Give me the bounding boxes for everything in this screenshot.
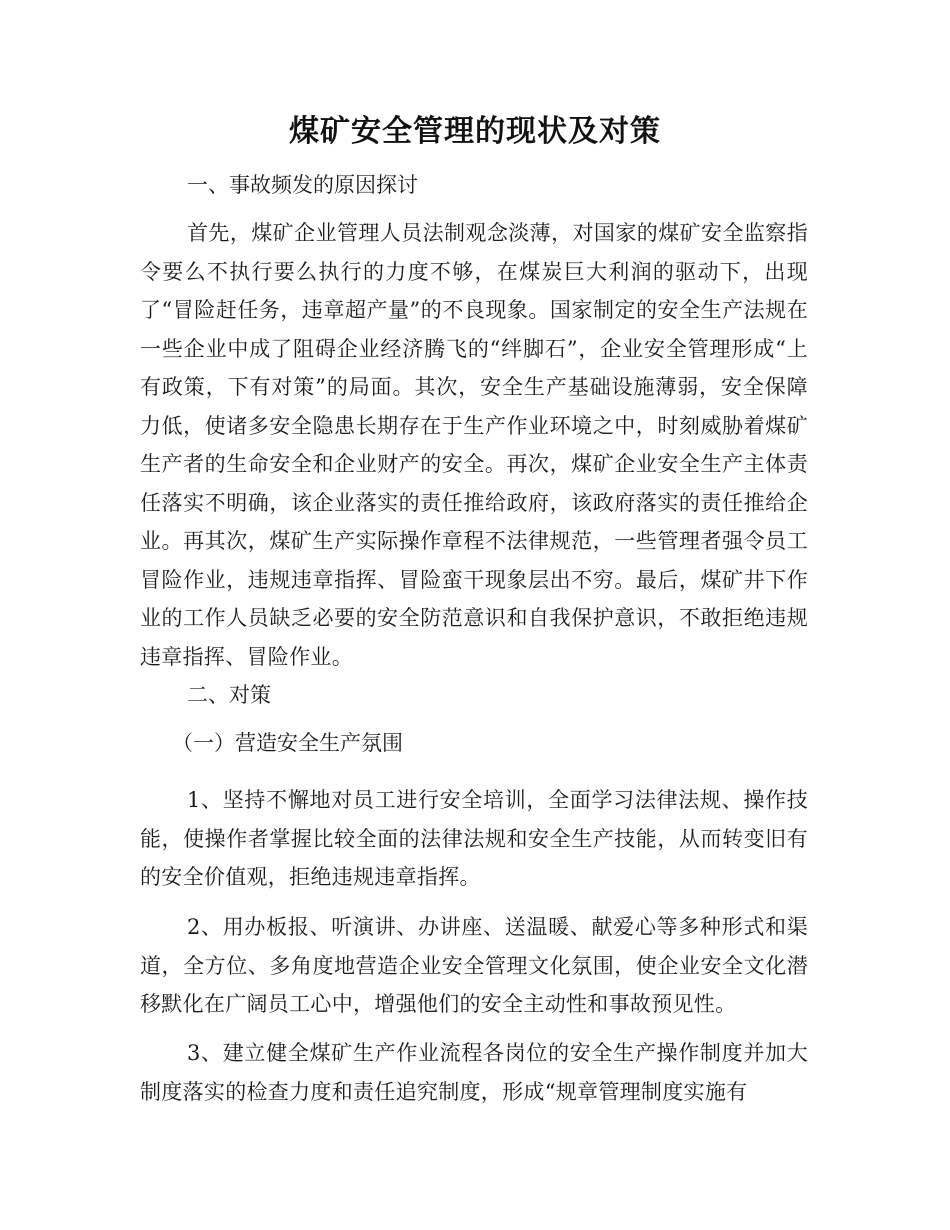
subsection-heading-atmosphere: （一）营造安全生产氛围 [172, 731, 403, 755]
document-title: 煤矿安全管理的现状及对策 [289, 114, 661, 149]
paragraph-causes: 首先，煤矿企业管理人员法制观念淡薄，对国家的煤矿安全监察指令要么不执行要么执行的力度不够，在煤炭巨大利润的驱动下，出现了“冒险赶任务，违章超产量”的不良现象。国家制定的安全生产法规在一些企业中成了阻碍企业经济腾飞的“绊脚石”，企业安全管理形成“上有政策，下有对策”的局面。其次，安全生产基础设施薄弱，安全保障力低，使诸多安全隐患长期存在于生产作业环境之中，时刻威胁着煤矿生产者的生命安全和企业财产的安全。再次，煤矿企业安全生产主体责任落实不明确，该企业落实的责任推给政府，该政府落实的责任推给企业。再其次，煤矿生产实际操作章程不法律规范，一些管理者强令员工冒险作业，违规违章指挥、冒险蛮干现象层出不穷。最后，煤矿井下作业的工作人员缺乏必要的安全防范意识和自我保护意识，不敢拒绝违规违章指挥、冒险作业。 [140, 221, 808, 669]
list-item-3: 3、建立健全煤矿生产作业流程各岗位的安全生产操作制度并加大制度落实的检查力度和责任追究制度，形成“规章管理制度实施有 [140, 1041, 808, 1104]
section-heading-countermeasures: 二、对策 [187, 683, 271, 707]
section-heading-causes: 一、事故频发的原因探讨 [187, 173, 418, 197]
list-item-1: 1、坚持不懈地对员工进行安全培训，全面学习法律法规、操作技能，使操作者掌握比较全面的法律法规和安全生产技能，从而转变旧有的安全价值观，拒绝违规违章指挥。 [140, 788, 808, 889]
list-item-2: 2、用办板报、听演讲、办讲座、送温暖、献爱心等多种形式和渠道，全方位、多角度地营造企业安全管理文化氛围，使企业安全文化潜移默化在广阔员工心中，增强他们的安全主动性和事故预见性。 [140, 915, 808, 1016]
